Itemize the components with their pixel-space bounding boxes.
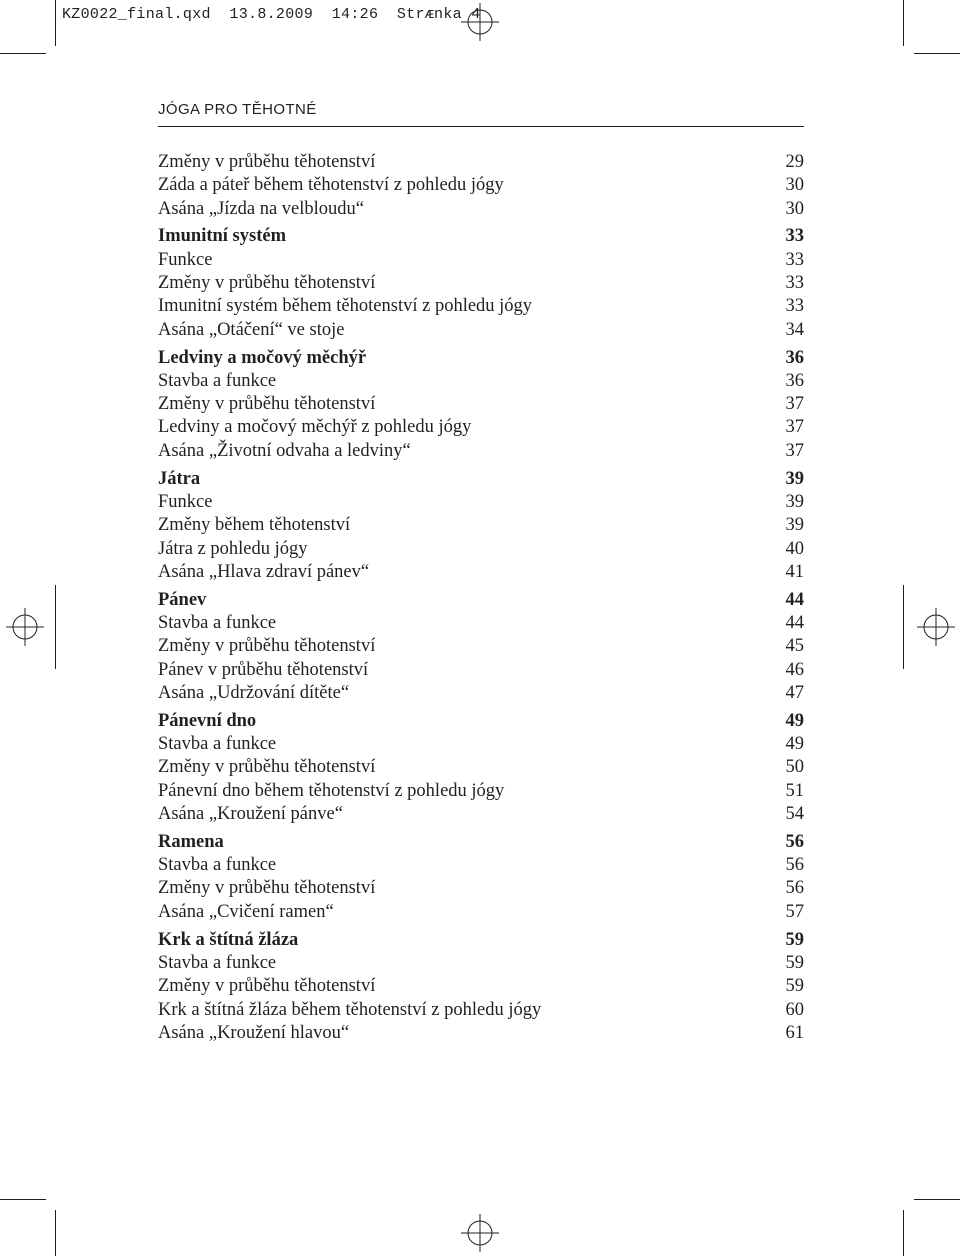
toc-entry-row: [158, 612, 804, 635]
toc-entry-title: Stavba a funkce: [158, 734, 277, 755]
toc-page-number: 57: [785, 901, 804, 922]
toc-entry-row: [158, 659, 804, 682]
toc-entry-title: Asána „Udržování dítěte“: [158, 682, 350, 703]
toc-entry-title: Pánevní dno během těhotenství z pohledu jógy: [158, 780, 505, 801]
toc-chapter-row: [158, 929, 804, 952]
crop-mark-right-middle: [903, 585, 904, 669]
toc-entry-row: [158, 780, 804, 803]
crop-mark-top-right-vertical: [903, 0, 904, 46]
toc-entry-title: Imunitní systém: [158, 226, 286, 247]
registration-mark-right-icon: [917, 608, 955, 646]
toc-entry-title: Asána „Kroužení hlavou“: [158, 1022, 350, 1043]
toc-page-number: 59: [785, 952, 804, 973]
toc-entry-title: Pánev v průběhu těhotenství: [158, 659, 369, 680]
toc-page-number: 61: [785, 1022, 804, 1043]
toc-entry-title: Krk a štítná žláza: [158, 929, 299, 950]
toc-entry-row: [158, 877, 804, 900]
toc-entry-title: Asána „Životní odvaha a ledviny“: [158, 440, 411, 461]
toc-page-number: 33: [785, 273, 804, 294]
toc-entry-row: [158, 538, 804, 561]
toc-page-number: 60: [785, 999, 804, 1020]
toc-entry-title: Asána „Cvičení ramen“: [158, 901, 334, 922]
header-rule: [158, 126, 804, 127]
toc-entry-title: Asána „Otáčení“ ve stoje: [158, 319, 345, 340]
toc-entry-title: Stavba a funkce: [158, 855, 277, 876]
toc-chapter-row: [158, 225, 804, 248]
toc-entry-row: [158, 1022, 804, 1045]
toc-entry-title: Asána „Kroužení pánve“: [158, 803, 343, 824]
toc-entry-row: [158, 151, 804, 174]
toc-entry-row: [158, 514, 804, 537]
toc-page-number: 33: [785, 296, 804, 317]
toc-entry-title: Imunitní systém během těhotenství z pohledu jógy: [158, 296, 533, 317]
toc-page-number: 46: [785, 659, 804, 680]
toc-page-number: 49: [785, 710, 804, 731]
toc-entry-row: [158, 561, 804, 584]
toc-entry-title: Změny v průběhu těhotenství: [158, 394, 376, 415]
toc-entry-title: Změny v průběhu těhotenství: [158, 152, 376, 172]
toc-page-number: 44: [785, 589, 804, 610]
toc-page-number: 40: [785, 538, 804, 559]
toc-entry-row: [158, 756, 804, 779]
toc-entry-row: [158, 975, 804, 998]
toc-page-number: 56: [785, 878, 804, 899]
crop-mark-bottom-left-horizontal: [0, 1199, 46, 1200]
toc-page-number: 37: [785, 417, 804, 438]
toc-entry-row: [158, 319, 804, 342]
toc-page-number: 45: [785, 636, 804, 657]
registration-mark-top-icon: [461, 3, 499, 41]
table-of-contents: [158, 151, 804, 1045]
registration-mark-bottom-icon: [461, 1214, 499, 1252]
toc-page-number: 56: [785, 831, 804, 852]
toc-entry-row: [158, 198, 804, 221]
toc-entry-row: [158, 440, 804, 463]
toc-entry-row: [158, 901, 804, 924]
toc-page-number: 37: [785, 394, 804, 415]
toc-entry-title: Ledviny a močový měchýř: [158, 347, 367, 368]
crop-mark-bottom-left-vertical: [55, 1210, 56, 1256]
toc-entry-title: Změny během těhotenství: [158, 515, 351, 536]
toc-page-number: 39: [785, 515, 804, 536]
toc-entry-title: Změny v průběhu těhotenství: [158, 757, 376, 778]
toc-entry-title: Asána „Jízda na velbloudu“: [158, 198, 364, 219]
toc-page-number: 51: [785, 780, 804, 801]
crop-mark-top-left-vertical: [55, 0, 56, 46]
toc-page-number: 39: [785, 468, 804, 489]
toc-entry-row: [158, 803, 804, 826]
toc-page-number: 54: [785, 803, 804, 824]
toc-entry-title: Změny v průběhu těhotenství: [158, 273, 376, 294]
toc-entry-title: Ramena: [158, 831, 224, 852]
toc-chapter-row: [158, 347, 804, 370]
toc-page-number: 33: [785, 226, 804, 247]
toc-chapter-row: [158, 831, 804, 854]
slug-line: KZ0022_final.qxd 13.8.2009 14:26 Strᴁnka 4: [62, 6, 481, 23]
toc-page-number: 33: [785, 249, 804, 270]
toc-page-number: 37: [785, 440, 804, 461]
toc-entry-row: [158, 174, 804, 197]
registration-mark-left-icon: [6, 608, 44, 646]
toc-entry-title: Asána „Hlava zdraví pánev“: [158, 561, 370, 582]
toc-page-number: 36: [785, 347, 804, 368]
toc-entry-title: Změny v průběhu těhotenství: [158, 636, 376, 657]
toc-entry-row: [158, 733, 804, 756]
toc-page-number: 59: [785, 929, 804, 950]
toc-page-number: 56: [785, 855, 804, 876]
toc-entry-row: [158, 999, 804, 1022]
toc-page-number: 49: [785, 734, 804, 755]
toc-entry-row: [158, 682, 804, 705]
crop-mark-top-right-horizontal: [914, 53, 960, 54]
toc-page-number: 44: [785, 613, 804, 634]
toc-entry-title: Játra z pohledu jógy: [158, 538, 308, 559]
toc-entry-title: Změny v průběhu těhotenství: [158, 976, 376, 997]
toc-entry-title: Stavba a funkce: [158, 613, 277, 634]
toc-page-number: 29: [785, 152, 804, 172]
crop-mark-bottom-right-horizontal: [914, 1199, 960, 1200]
toc-entry-title: Ledviny a močový měchýř z pohledu jógy: [158, 417, 472, 438]
toc-entry-row: [158, 370, 804, 393]
toc-page-number: 47: [785, 682, 804, 703]
toc-entry-title: Krk a štítná žláza během těhotenství z pohledu jógy: [158, 999, 542, 1020]
crop-mark-top-left-horizontal: [0, 53, 46, 54]
toc-entry-row: [158, 635, 804, 658]
toc-chapter-row: [158, 468, 804, 491]
toc-entry-title: Stavba a funkce: [158, 370, 277, 391]
toc-entry-row: [158, 295, 804, 318]
toc-chapter-row: [158, 710, 804, 733]
toc-chapter-row: [158, 589, 804, 612]
toc-page-number: 34: [785, 319, 804, 340]
toc-entry-title: Změny v průběhu těhotenství: [158, 878, 376, 899]
toc-entry-title: Záda a páteř během těhotenství z pohledu jógy: [158, 175, 504, 196]
toc-entry-title: Játra: [158, 468, 201, 489]
crop-mark-bottom-right-vertical: [903, 1210, 904, 1256]
toc-entry-title: Pánev: [158, 589, 207, 610]
toc-entry-title: Pánevní dno: [158, 710, 257, 731]
toc-page-number: 36: [785, 370, 804, 391]
toc-entry-row: [158, 416, 804, 439]
running-header: JÓGA PRO TĚHOTNÉ: [158, 101, 317, 118]
toc-entry-row: [158, 952, 804, 975]
toc-page-number: 50: [785, 757, 804, 778]
toc-entry-title: Stavba a funkce: [158, 952, 277, 973]
toc-entry-row: [158, 249, 804, 272]
toc-entry-row: [158, 393, 804, 416]
toc-entry-row: [158, 491, 804, 514]
toc-entry-title: Funkce: [158, 491, 213, 512]
toc-page-number: 30: [785, 175, 804, 196]
crop-mark-left-middle: [55, 585, 56, 669]
toc-page-number: 59: [785, 976, 804, 997]
toc-page-number: 39: [785, 491, 804, 512]
toc-entry-row: [158, 854, 804, 877]
toc-page-number: 41: [785, 561, 804, 582]
toc-entry-title: Funkce: [158, 249, 213, 270]
toc-page-number: 30: [785, 198, 804, 219]
toc-entry-row: [158, 272, 804, 295]
